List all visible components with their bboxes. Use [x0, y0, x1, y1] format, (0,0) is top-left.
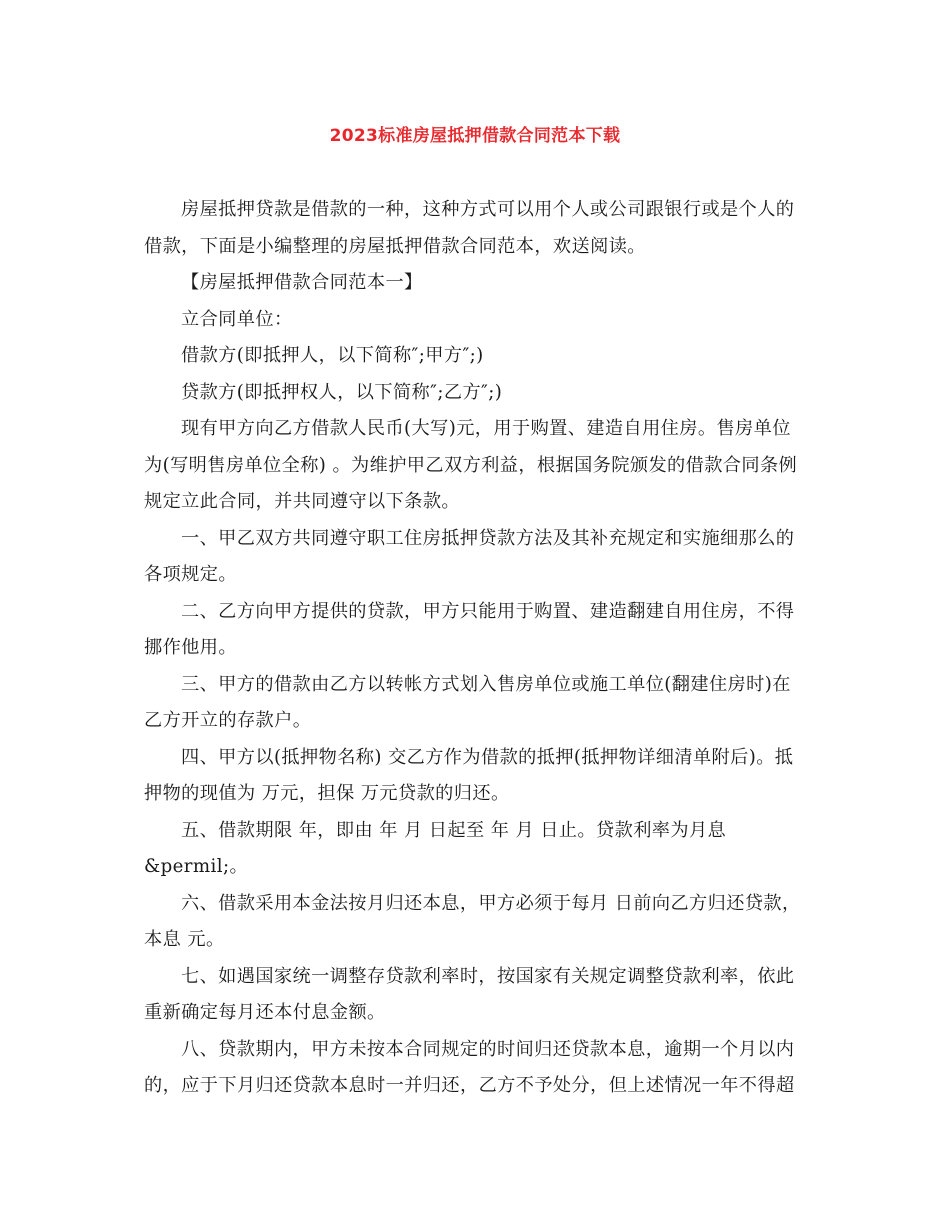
document-title: 2023标准房屋抵押借款合同范本下载 [329, 126, 621, 146]
paragraph: 借款方(即抵押人，以下简称″;甲方″;) [181, 345, 484, 366]
paragraph: 立合同单位： [181, 308, 293, 330]
clause: 一、甲乙双方共同遵守职工住房抵押贷款方法及其补充规定和实施细那么的各项规定。 [144, 527, 795, 585]
clause: 三、甲方的借款由乙方以转帐方式划入售房单位或施工单位(翻建住房时)在乙方开立的存款户。 [144, 673, 791, 731]
clause: 五、借款期限 年，即由 年 月 日起至 年 月 日止。贷款利率为月息 &permil;。 [144, 819, 727, 877]
clause: 二、乙方向甲方提供的贷款，甲方只能用于购置、建造翻建自用住房，不得挪作他用。 [144, 600, 795, 658]
clause: 八、贷款期内，甲方未按本合同规定的时间归还贷款本息，逾期一个月以内的，应于下月归还贷款本息时一并归还，乙方不予处分，但上述情况一年不得超 [144, 1038, 795, 1096]
paragraph: 现有甲方向乙方借款人民币(大写)元，用于购置、建造自用住房。售房单位为(写明售房单位全称) 。为维护甲乙双方利益，根据国务院颁发的借款合同条例规定立此合同，并共同遵守以下条款。 [144, 418, 798, 512]
clause: 四、甲方以(抵押物名称) 交乙方作为借款的抵押(抵押物详细清单附后)。抵押物的现值为 万元，担保 万元贷款的归还。 [144, 746, 794, 804]
document-body [144, 192, 808, 1105]
paragraph: 贷款方(即抵押权人，以下简称″;乙方″;) [181, 381, 503, 403]
paragraph: 房屋抵押贷款是借款的一种，这种方式可以用个人或公司跟银行或是个人的借款，下面是小编整理的房屋抵押借款合同范本，欢送阅读。 [144, 199, 795, 257]
clause: 七、如遇国家统一调整存贷款利率时，按国家有关规定调整贷款利率，依此重新确定每月还本付息金额。 [144, 965, 795, 1023]
section-heading: 【房屋抵押借款合同范本一】 [181, 272, 423, 293]
clause: 六、借款采用本金法按月归还本息，甲方必须于每月 日前向乙方归还贷款，本息 元。 [144, 892, 801, 950]
